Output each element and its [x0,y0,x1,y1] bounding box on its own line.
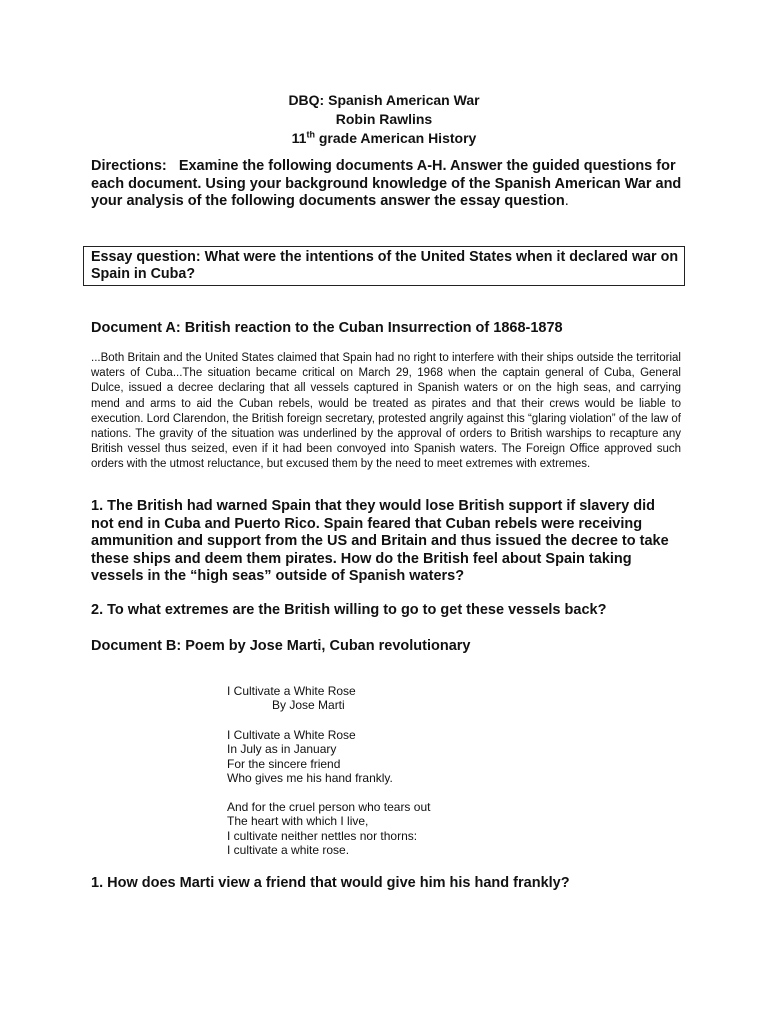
poem-stanza-1 [227,728,393,785]
document-a-question-1: 1. The British had warned Spain that they would lose British support if slavery did not end in Cuba and Puerto Rico. Spain feared that Cuban rebels were receiving ammunition and support from the US and Britain and thus issued the decree to take these ships and deem them pirates. How do the British feel about Spain taking vessels in the “high seas” outside of Spanish waters? [91,498,669,585]
directions-label: Directions: [91,158,167,174]
document-header [0,91,768,148]
poem-line: In July as in January [227,742,337,757]
essay-question-box [83,246,685,286]
essay-question: Essay question: What were the intentions of the United States when it declared war on Spain in Cuba? [91,249,679,282]
directions-text: Examine the following documents A-H. Answer the guided questions for each document. Using your background knowledge of the Spanish American War and your analysis of the following documents answer the essay question [91,158,682,209]
author-name: Robin Rawlins [335,111,433,127]
poem-line: Who gives me his hand frankly. [227,770,393,785]
document-a-passage: ...Both Britain and the United States claimed that Spain had no right to interfere with their ships outside the territorial waters of Cuba...The situation became critical on March 29, 1968 when the captain general of Cuba, General Dulce, issued a decree declaring that all vessels captured in Spanish waters or on the high seas, and carrying mend and arms to aid the Cuban rebels, would be treated as pirates and that their crews would be liable to execution. Lord Clarendon, the British foreign secretary, protested angrily against this “glaring violation” of the law of nations. The gravity of the situation was underlined by the approval of orders to British warships to recapture any British vessel thus seized, even if it had been convoyed into Spanish waters. The Foreign Office approved such orders with the utmost reluctance, but excused them by the need to meet extremes with extremes. [91,352,681,471]
grade-superscript: th [306,129,315,140]
poem-stanza-2 [227,800,430,857]
poem-title-block [227,684,356,713]
document-b-question-1: 1. How does Marti view a friend that would give him his hand frankly? [91,875,570,891]
grade-number: 11 [291,130,307,146]
poem-line: For the sincere friend [227,756,341,771]
poem-line: The heart with which I live, [227,814,369,829]
document-a-heading: Document A: British reaction to the Cuban Insurrection of 1868-1878 [91,320,563,336]
document-title: DBQ: Spanish American War [288,92,480,108]
poem-line: I Cultivate a White Rose [227,728,356,742]
directions [91,158,691,211]
course-name: grade American History [314,130,477,146]
document-a-question-2: 2. To what extremes are the British willing to go to get these vessels back? [91,602,607,618]
course-line [0,129,768,148]
poem-title: I Cultivate a White Rose [227,684,356,698]
poem-line: And for the cruel person who tears out [227,800,431,814]
poem-byline: By Jose Marti [272,698,345,713]
poem-line: I cultivate neither nettles nor thorns: [227,828,418,843]
poem-line: I cultivate a white rose. [227,842,350,857]
document-b-heading: Document B: Poem by Jose Marti, Cuban revolutionary [91,638,471,654]
directions-end: . [564,193,569,209]
